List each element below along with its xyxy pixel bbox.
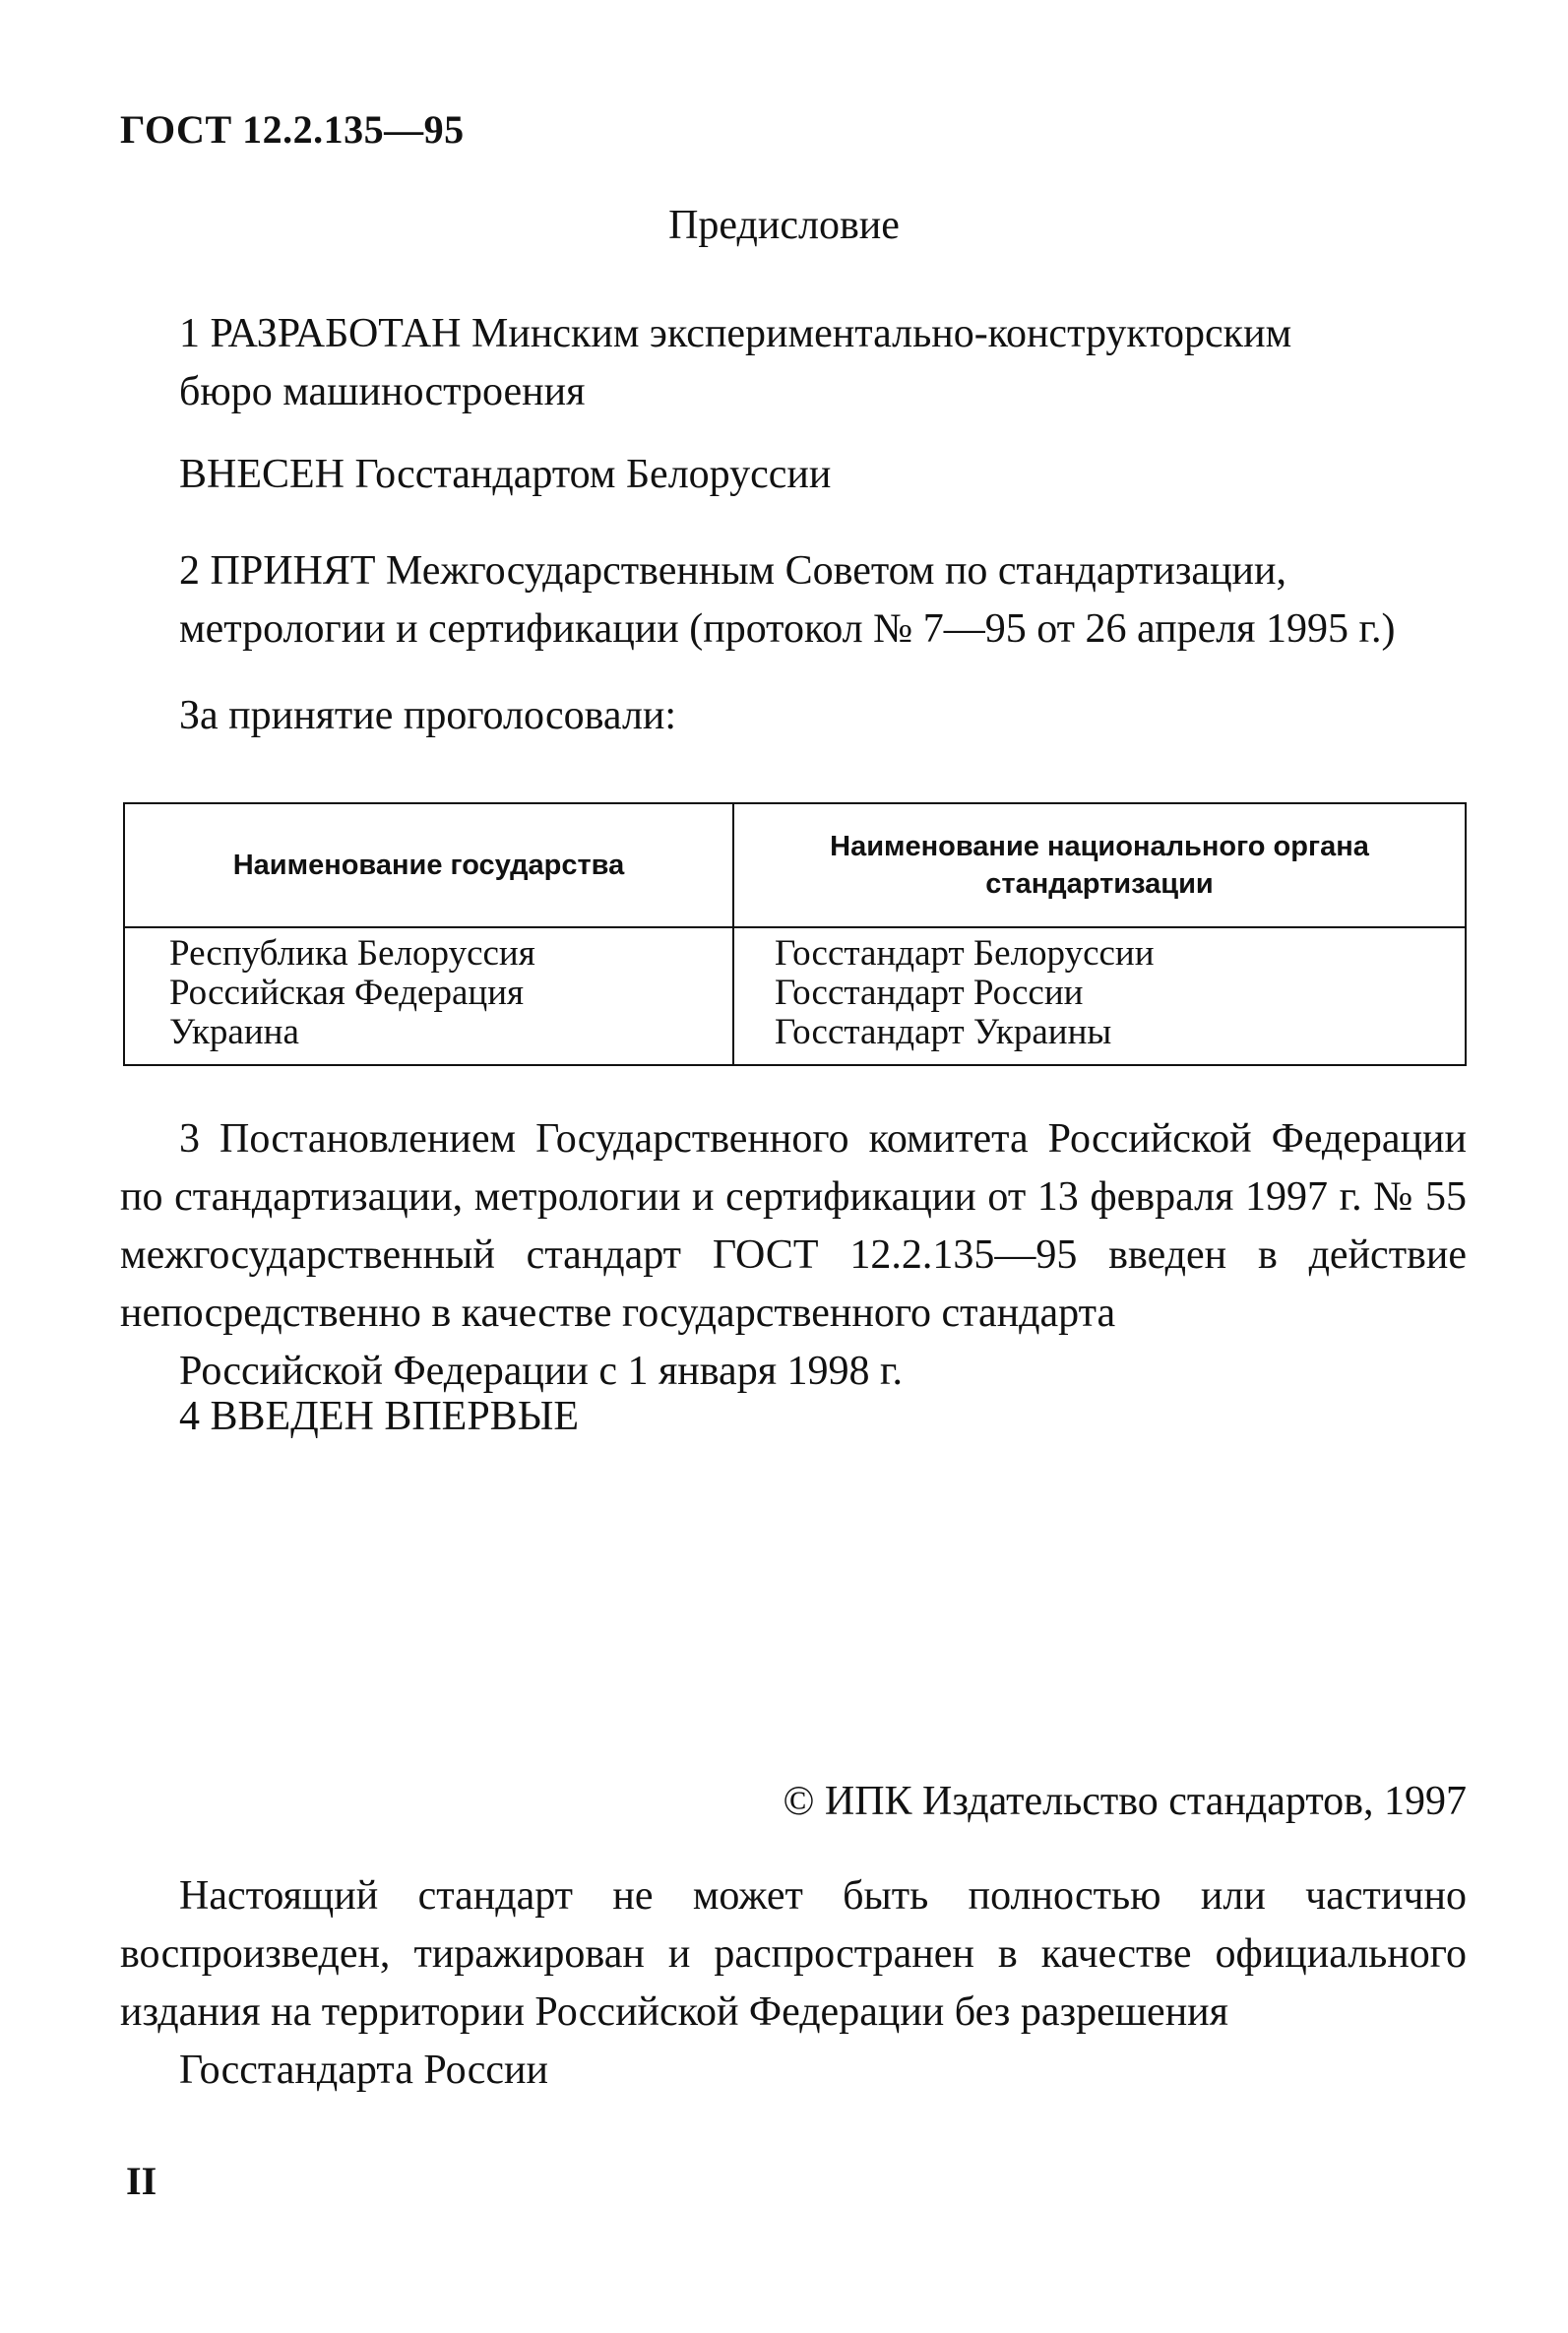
section-1-text: 1 РАЗРАБОТАН Минским экспериментально-конструкторским bbox=[179, 311, 1292, 356]
section-1-developed bbox=[120, 305, 1467, 421]
table-header-state: Наименование государства bbox=[232, 850, 625, 881]
page-number: II bbox=[126, 2159, 157, 2203]
section-1-text-last: бюро машиностроения bbox=[179, 369, 586, 414]
table-header-standards-body: Наименование национального органа стандартизации bbox=[830, 831, 1369, 900]
section-3-resolution bbox=[120, 1110, 1467, 1401]
section-4-first-introduced: 4 ВВЕДЕН ВПЕРВЫЕ bbox=[179, 1394, 579, 1439]
table-cell-body: Госстандарт Украины bbox=[775, 1012, 1112, 1052]
table-cell-state: Российская Федерация bbox=[169, 973, 525, 1013]
table-header-divider bbox=[125, 926, 1465, 928]
document-code-header: ГОСТ 12.2.135—95 bbox=[120, 107, 465, 152]
notice-text-last: Госстандарта России bbox=[179, 2048, 548, 2093]
voted-label: За принятие проголосовали: bbox=[179, 693, 677, 738]
table-cell-state: Украина bbox=[169, 1012, 299, 1052]
table-cell-body: Госстандарт Белоруссии bbox=[775, 933, 1155, 974]
notice-text: Настоящий стандарт не может быть полностью или частично воспроизведен, тиражирован и распространен в качестве официального издания на территории Российской Федерации без разрешения bbox=[120, 1873, 1467, 2035]
table-cell-state: Республика Белоруссия bbox=[169, 933, 535, 974]
table-column-bodies bbox=[775, 934, 1155, 1052]
copyright-notice: © ИПК Издательство стандартов, 1997 bbox=[783, 1779, 1467, 1824]
section-2-adopted bbox=[120, 542, 1467, 659]
reproduction-notice bbox=[120, 1867, 1467, 2100]
page-title: Предисловие bbox=[668, 203, 900, 248]
table-cell-body: Госстандарт России bbox=[775, 973, 1084, 1013]
table-column-states bbox=[169, 934, 535, 1052]
section-2-text: 2 ПРИНЯТ Межгосударственным Советом по стандартизации, bbox=[179, 548, 1286, 594]
voting-table bbox=[123, 802, 1467, 1066]
section-3-text-last: Российской Федерации с 1 января 1998 г. bbox=[179, 1349, 903, 1394]
section-2-text-last: метрологии и сертификации (протокол № 7—95 от 26 апреля 1995 г.) bbox=[179, 606, 1396, 652]
introduced-by: ВНЕСЕН Госстандартом Белоруссии bbox=[179, 452, 832, 497]
section-3-text: 3 Постановлением Государственного комитета Российской Федерации по стандартизации, метрологии и сертификации от 13 февраля 1997 г. № 55 межгосударственный стандарт ГОСТ 12.2.135—95 введен в действие непосредственно в качестве государственного стандарта bbox=[120, 1116, 1467, 1336]
